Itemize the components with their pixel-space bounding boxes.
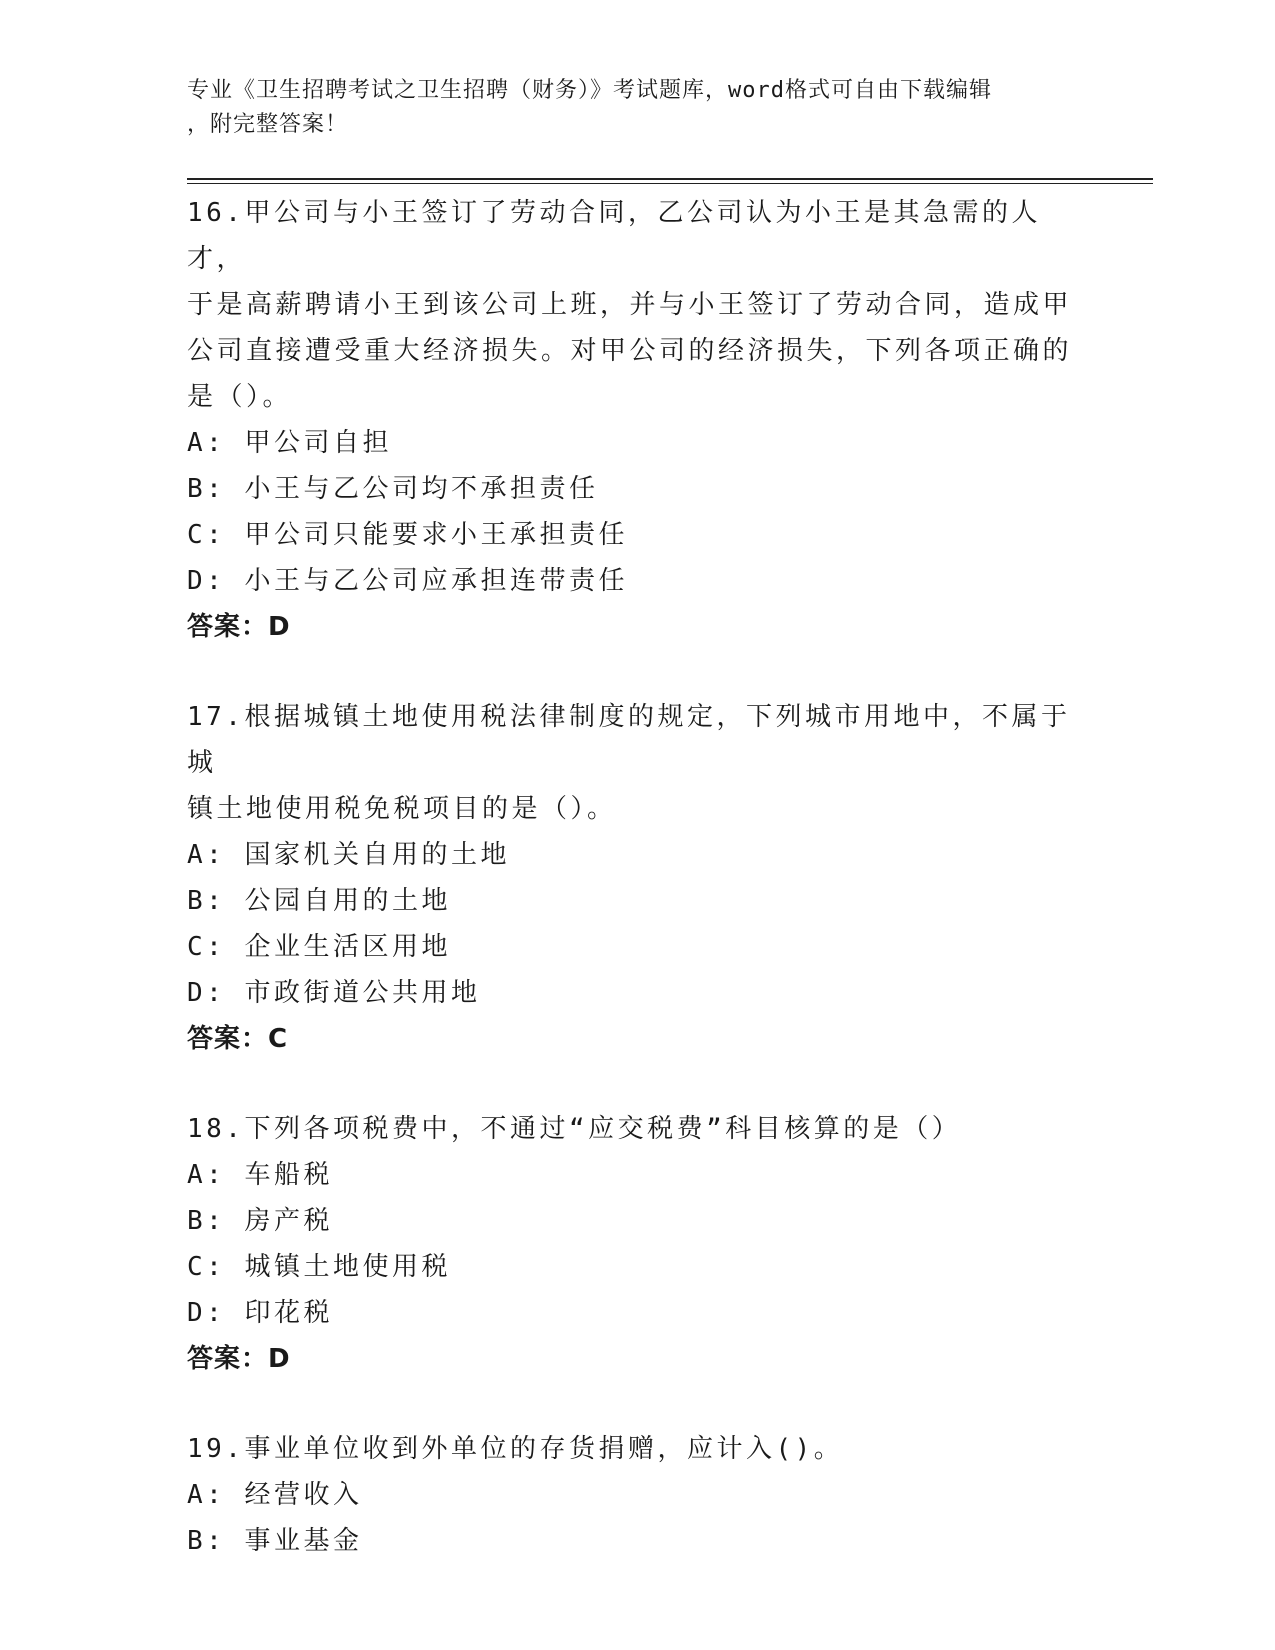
question-stem-line: 公司直接遭受重大经济损失。对甲公司的经济损失，下列各项正确的 bbox=[187, 336, 1073, 366]
question-stem-line: 16.甲公司与小王签订了劳动合同，乙公司认为小王是其急需的人才， bbox=[187, 198, 1041, 274]
question-19 bbox=[187, 1426, 1087, 1564]
option-b: B: 房产税 bbox=[187, 1206, 333, 1236]
question-stem-line: 镇土地使用税免税项目的是（）。 bbox=[187, 794, 617, 824]
header-divider-thin bbox=[187, 183, 1153, 184]
option-b: B: 公园自用的土地 bbox=[187, 886, 451, 916]
option-c: C: 甲公司只能要求小王承担责任 bbox=[187, 520, 628, 550]
question-stem-line: 于是高薪聘请小王到该公司上班，并与小王签订了劳动合同，造成甲 bbox=[187, 290, 1073, 320]
option-a: A: 甲公司自担 bbox=[187, 428, 392, 458]
answer-label: 答案：D bbox=[187, 1344, 291, 1374]
option-d: D: 市政街道公共用地 bbox=[187, 978, 481, 1008]
question-16 bbox=[187, 190, 1087, 650]
option-d: D: 小王与乙公司应承担连带责任 bbox=[187, 566, 628, 596]
option-c: C: 城镇土地使用税 bbox=[187, 1252, 451, 1282]
option-c: C: 企业生活区用地 bbox=[187, 932, 451, 962]
header-line-2: ，附完整答案！ bbox=[187, 112, 349, 137]
header-line-1: 专业《卫生招聘考试之卫生招聘（财务）》考试题库，word格式可自由下载编辑 bbox=[187, 78, 992, 103]
option-a: A: 经营收入 bbox=[187, 1480, 363, 1510]
answer-label: 答案：D bbox=[187, 612, 291, 642]
option-b: B: 小王与乙公司均不承担责任 bbox=[187, 474, 599, 504]
question-stem-line: 17.根据城镇土地使用税法律制度的规定，下列城市用地中，不属于城 bbox=[187, 702, 1071, 778]
question-18 bbox=[187, 1106, 1087, 1382]
option-b: B: 事业基金 bbox=[187, 1526, 363, 1556]
option-d: D: 印花税 bbox=[187, 1298, 333, 1328]
answer-label: 答案：C bbox=[187, 1024, 289, 1054]
header-divider-thick bbox=[187, 178, 1153, 180]
option-a: A: 国家机关自用的土地 bbox=[187, 840, 510, 870]
question-stem-line: 18.下列各项税费中，不通过“应交税费”科目核算的是（） bbox=[187, 1114, 962, 1144]
question-list bbox=[187, 190, 1087, 1608]
question-stem-line: 19.事业单位收到外单位的存货捐赠，应计入()。 bbox=[187, 1434, 844, 1464]
option-a: A: 车船税 bbox=[187, 1160, 333, 1190]
question-stem-line: 是（）。 bbox=[187, 382, 293, 412]
question-17 bbox=[187, 694, 1087, 1062]
document-header bbox=[187, 74, 1067, 142]
